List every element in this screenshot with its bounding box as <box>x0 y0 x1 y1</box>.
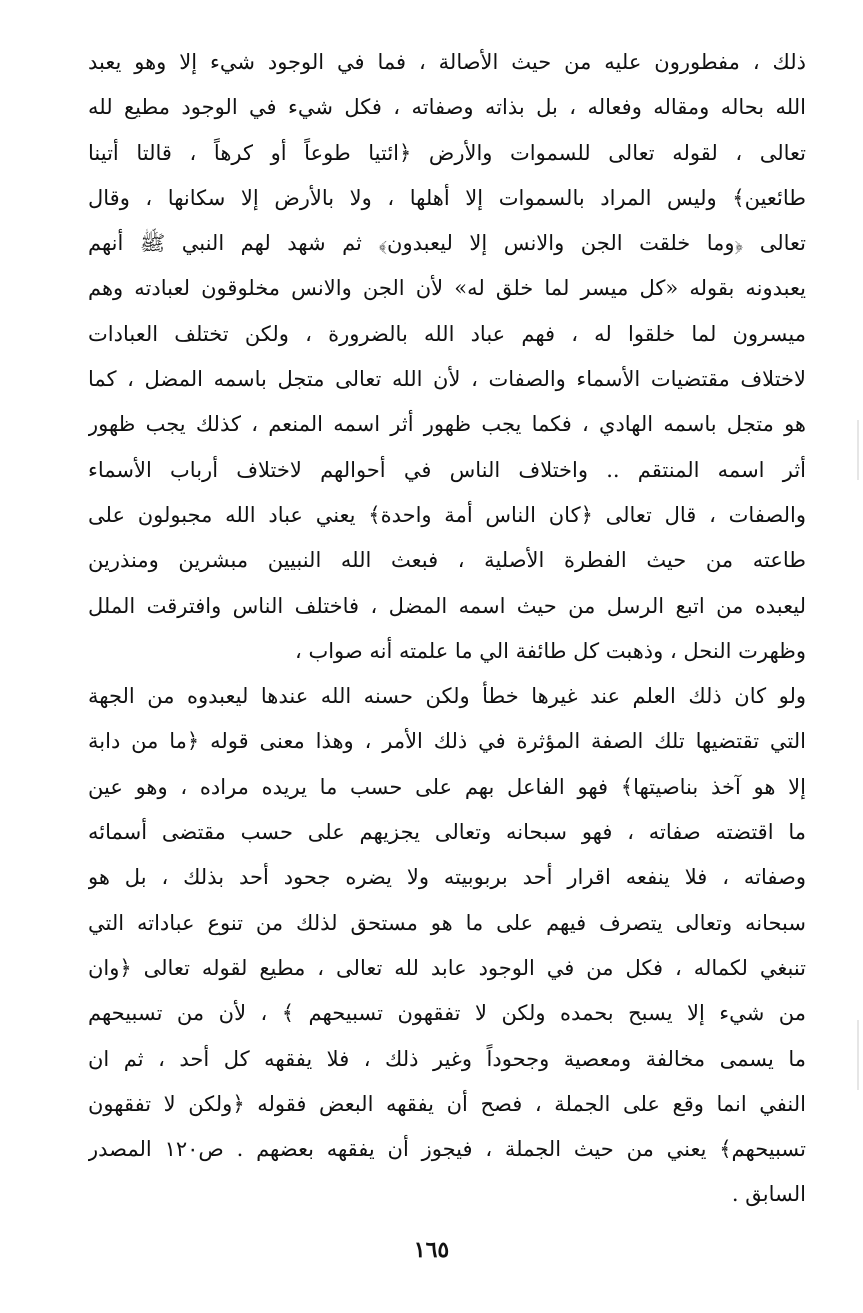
paragraph-1 <box>88 40 806 674</box>
text-line: ليعبده من اتبع الرسل من حيث اسمه المضل ، فاختلف الناس وافترقت الملل <box>88 593 806 618</box>
text-line: التي تقتضيها تلك الصفة المؤثرة في ذلك الأمر ، وهذا معنى قوله ﴿ما من دابة <box>88 729 806 754</box>
text-line: ما يسمى مخالفة ومعصية وجحوداً وغير ذلك ، فلا يفقهه كل أحد ، ثم ان <box>88 1046 806 1071</box>
scan-edge-mark <box>857 420 859 480</box>
text-line: السابق . <box>731 1182 806 1207</box>
text-line: والصفات ، قال تعالى ﴿كان الناس أمة واحدة﴾ يعني عباد الله مجبولون على <box>88 502 806 527</box>
text-line: تعالى ﴿وما خلقت الجن والانس إلا ليعبدون﴾ ثم شهد لهم النبي ﷺ أنهم <box>88 231 806 256</box>
scan-edge-mark <box>857 1020 859 1090</box>
text-line: من شيء إلا يسبح بحمده ولكن لا تفقهون تسبيحهم ﴾ ، لأن من تسبيحهم <box>88 1001 806 1026</box>
text-line: ولو كان ذلك العلم عند غيرها خطأ ولكن حسنه الله عندها ليعبدوه من الجهة <box>88 684 806 709</box>
page-number: ١٦٥ <box>413 1237 450 1263</box>
text-line: يعبدونه بقوله «كل ميسر لما خلق له» لأن الجن والانس مخلوقون لعبادته وهم <box>88 276 806 301</box>
text-line: ميسرون لما خلقوا له ، فهم عباد الله بالضرورة ، ولكن تختلف العبادات <box>88 321 806 346</box>
text-line: ما اقتضته صفاته ، فهو سبحانه وتعالى يجزيهم على حسب مقتضى أسمائه <box>88 820 806 845</box>
paragraph-2 <box>88 674 806 1218</box>
text-line: وصفاته ، فلا ينفعه اقرار أحد بربوبيته ولا يضره جحود أحد بذلك ، بل هو <box>88 865 806 890</box>
text-line: إلا هو آخذ بناصيتها﴾ فهو الفاعل بهم على حسب ما يريده مراده ، وهو عين <box>88 774 806 799</box>
text-line: وظهرت النحل ، وذهبت كل طائفة الي ما علمته أنه صواب ، <box>295 638 806 663</box>
text-line: النفي انما وقع على الجملة ، فصح أن يفقهه البعض فقوله ﴿ولكن لا تفقهون <box>88 1091 806 1116</box>
text-line: تسبيحهم﴾ يعني من حيث الجملة ، فيجوز أن يفقهه بعضهم . ص١٢٠ المصدر <box>88 1137 806 1162</box>
body-text <box>88 40 806 1218</box>
text-line: هو متجل باسمه الهادي ، فكما يجب ظهور أثر اسمه المنعم ، كذلك يجب ظهور <box>88 412 806 437</box>
text-line: سبحانه وتعالى يتصرف فيهم على ما هو مستحق لذلك من تنوع عباداته التي <box>88 910 806 935</box>
text-line: ذلك ، مفطورون عليه من حيث الأصالة ، فما في الوجود شيء إلا وهو يعبد <box>88 50 806 74</box>
text-line: طاعته من حيث الفطرة الأصلية ، فبعث الله النبيين مبشرين ومنذرين <box>88 548 806 573</box>
text-line: تنبغي لكماله ، فكل من في الوجود عابد لله تعالى ، مطيع لقوله تعالى ﴿وان <box>88 955 806 980</box>
text-line: الله بحاله ومقاله وفعاله ، بل بذاته وصفاته ، فكل شيء في الوجود مطيع لله <box>88 95 806 120</box>
text-line: لاختلاف مقتضيات الأسماء والصفات ، لأن الله تعالى متجل باسمه المضل ، كما <box>88 367 806 392</box>
text-line: تعالى ، لقوله تعالى للسموات والأرض ﴿ائتيا طوعاً أو كرهاً ، قالتا أتينا <box>88 140 806 165</box>
text-line: طائعين﴾ وليس المراد بالسموات إلا أهلها ، ولا بالأرض إلا سكانها ، وقال <box>88 185 806 210</box>
text-line: أثر اسمه المنتقم .. واختلاف الناس في أحوالهم لاختلاف أرباب الأسماء <box>88 457 806 482</box>
